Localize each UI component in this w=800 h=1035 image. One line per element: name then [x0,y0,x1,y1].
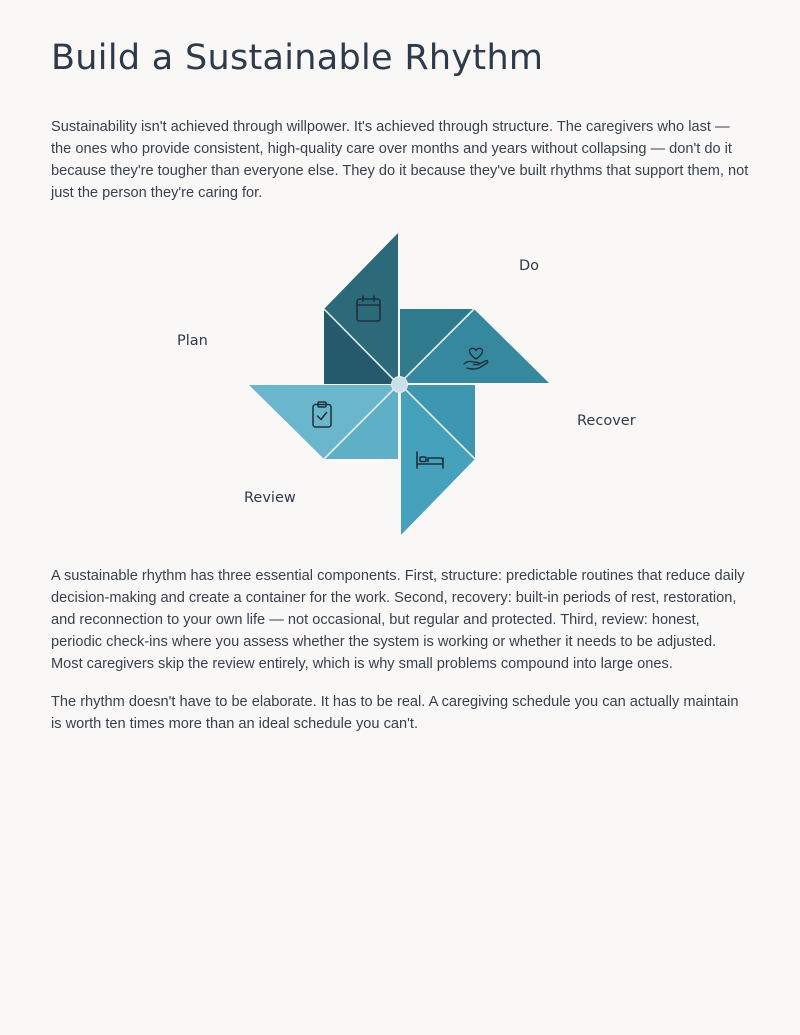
blade-do [400,309,549,383]
blade-recover [401,385,475,535]
intro-paragraph: Sustainability isn't achieved through willpower. It's achieved through structure. The caregivers who last — the ones who provide consistent, high-quality care over months and years without collapsing — don't do it because they're tougher than everyone else. They do it because they've built rhythms that support them, not just the person they're caring for. [51,119,749,201]
body-paragraph-1: A sustainable rhythm has three essential components. First, structure: predictable routines that reduce daily decision-making and create a container for the work. Second, recovery: built-in periods of rest, restoration, and reconnection to your own life — not occasional, but regular and protected. Third, review: honest, periodic check-ins where you assess whether the system is working or whether it needs to be adjusted. Most caregivers skip the review entirely, which is why small problems compound into large ones. [51,568,745,672]
blade-label-review: Review [244,490,296,506]
page-title: Build a Sustainable Rhythm [51,38,544,78]
blade-review [249,385,398,459]
blade-label-recover: Recover [577,413,636,429]
blade-plan [324,233,398,384]
blade-label-do: Do [519,258,540,274]
body-paragraph-2: The rhythm doesn't have to be elaborate. It has to be real. A caregiving schedule you can actually maintain is worth ten times more than an ideal schedule you can't. [51,694,739,732]
blade-label-plan: Plan [177,333,208,349]
